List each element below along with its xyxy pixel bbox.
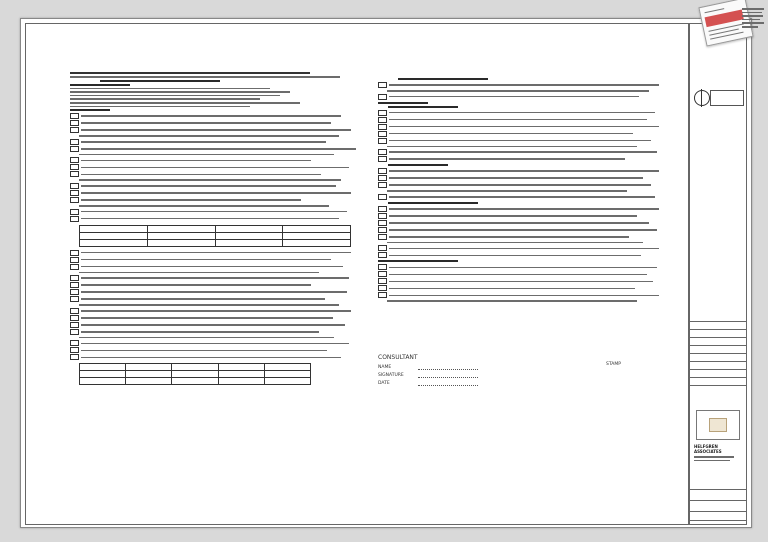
list-item xyxy=(70,296,370,302)
list-item xyxy=(378,292,678,298)
date-label: DATE xyxy=(378,381,390,386)
checkbox xyxy=(378,252,387,258)
client-logo xyxy=(696,410,740,440)
checkbox xyxy=(378,271,387,277)
checkbox xyxy=(70,171,79,177)
list-item xyxy=(70,157,370,163)
list-item xyxy=(378,194,678,200)
list-item xyxy=(378,271,678,277)
checkbox xyxy=(70,354,79,360)
checkbox xyxy=(378,264,387,270)
stamp-notes xyxy=(742,6,766,30)
checkbox xyxy=(378,94,387,100)
list-item xyxy=(378,82,678,88)
list-item xyxy=(378,234,678,240)
list-item xyxy=(70,322,370,328)
list-item xyxy=(378,149,678,155)
name-field xyxy=(378,365,678,370)
list-item xyxy=(70,190,370,196)
checkbox xyxy=(378,168,387,174)
list-item xyxy=(70,257,370,263)
checkbox xyxy=(378,156,387,162)
checkbox xyxy=(378,117,387,123)
checkbox xyxy=(378,278,387,284)
checkbox xyxy=(70,315,79,321)
notes-column-right xyxy=(378,24,678,304)
signature-value-line xyxy=(418,373,478,378)
checkbox xyxy=(70,296,79,302)
checkbox xyxy=(378,138,387,144)
firm-name: HELFGREN ASSOCIATES xyxy=(694,444,722,454)
north-arrow-icon xyxy=(694,90,710,106)
checkbox xyxy=(70,289,79,295)
date-field xyxy=(378,381,678,386)
list-item xyxy=(70,264,370,270)
list-item xyxy=(378,138,678,144)
list-item xyxy=(378,278,678,284)
notes-column-left xyxy=(70,24,370,388)
list-item xyxy=(378,227,678,233)
checkbox xyxy=(378,131,387,137)
date-value-line xyxy=(418,381,478,386)
list-item xyxy=(378,213,678,219)
checkbox xyxy=(70,157,79,163)
list-item xyxy=(70,275,370,281)
schedule-table xyxy=(79,225,351,247)
checkbox xyxy=(70,257,79,263)
key-plan xyxy=(710,90,744,106)
checkbox xyxy=(378,124,387,130)
checkbox xyxy=(378,82,387,88)
checkbox xyxy=(70,340,79,346)
checkbox xyxy=(378,206,387,212)
checkbox xyxy=(70,146,79,152)
list-item xyxy=(70,308,370,314)
name-value-line xyxy=(418,365,478,370)
checkbox xyxy=(378,175,387,181)
checkbox xyxy=(378,149,387,155)
checkbox xyxy=(70,183,79,189)
checkbox xyxy=(378,285,387,291)
list-item xyxy=(70,127,370,133)
list-item xyxy=(70,216,370,222)
list-item xyxy=(378,285,678,291)
list-item xyxy=(70,354,370,360)
title-block xyxy=(689,23,747,525)
checkbox xyxy=(70,282,79,288)
list-item xyxy=(70,197,370,203)
checkbox xyxy=(70,329,79,335)
list-item xyxy=(378,252,678,258)
checkbox xyxy=(70,113,79,119)
checkbox xyxy=(70,120,79,126)
name-label: NAME xyxy=(378,365,392,370)
list-item xyxy=(378,156,678,162)
checkbox xyxy=(70,139,79,145)
checkbox xyxy=(70,264,79,270)
checkbox xyxy=(378,182,387,188)
list-item xyxy=(70,315,370,321)
checkbox xyxy=(70,164,79,170)
list-item xyxy=(378,206,678,212)
list-item xyxy=(378,220,678,226)
list-item xyxy=(70,347,370,353)
checkbox xyxy=(70,347,79,353)
checkbox xyxy=(70,322,79,328)
signature-field xyxy=(378,373,678,378)
consultant-title: CONSULTANT xyxy=(378,354,418,361)
checkbox xyxy=(378,245,387,251)
checkbox xyxy=(70,308,79,314)
list-item xyxy=(378,124,678,130)
checkbox xyxy=(70,275,79,281)
list-item xyxy=(70,329,370,335)
list-item xyxy=(70,120,370,126)
checkbox xyxy=(378,227,387,233)
checkbox xyxy=(70,250,79,256)
stamp-label: STAMP xyxy=(606,362,621,367)
checkbox xyxy=(378,194,387,200)
list-item xyxy=(378,110,678,116)
list-item xyxy=(70,250,370,256)
list-item xyxy=(70,146,370,152)
signature-label: SIGNATURE xyxy=(378,373,404,378)
list-item xyxy=(70,183,370,189)
firm-block xyxy=(694,444,742,463)
checkbox xyxy=(378,110,387,116)
checkbox xyxy=(378,213,387,219)
checkbox xyxy=(378,292,387,298)
checkbox xyxy=(70,127,79,133)
checkbox xyxy=(70,216,79,222)
logo-mark xyxy=(709,418,727,432)
list-item xyxy=(378,117,678,123)
list-item xyxy=(70,340,370,346)
list-item xyxy=(378,175,678,181)
checkbox xyxy=(70,190,79,196)
list-item xyxy=(378,182,678,188)
schedule-table xyxy=(79,363,311,385)
checkbox xyxy=(70,209,79,215)
list-item xyxy=(70,289,370,295)
list-item xyxy=(378,245,678,251)
list-item xyxy=(70,209,370,215)
list-item xyxy=(70,282,370,288)
checkbox xyxy=(378,220,387,226)
drawing-sheet xyxy=(20,18,752,528)
list-item xyxy=(70,113,370,119)
list-item xyxy=(70,164,370,170)
checkbox xyxy=(70,197,79,203)
list-item xyxy=(70,171,370,177)
consultant-block xyxy=(378,354,678,389)
notes-area xyxy=(25,23,689,525)
list-item xyxy=(378,168,678,174)
list-item xyxy=(70,139,370,145)
list-item xyxy=(378,94,678,100)
list-item xyxy=(378,131,678,137)
list-item xyxy=(378,264,678,270)
checkbox xyxy=(378,234,387,240)
